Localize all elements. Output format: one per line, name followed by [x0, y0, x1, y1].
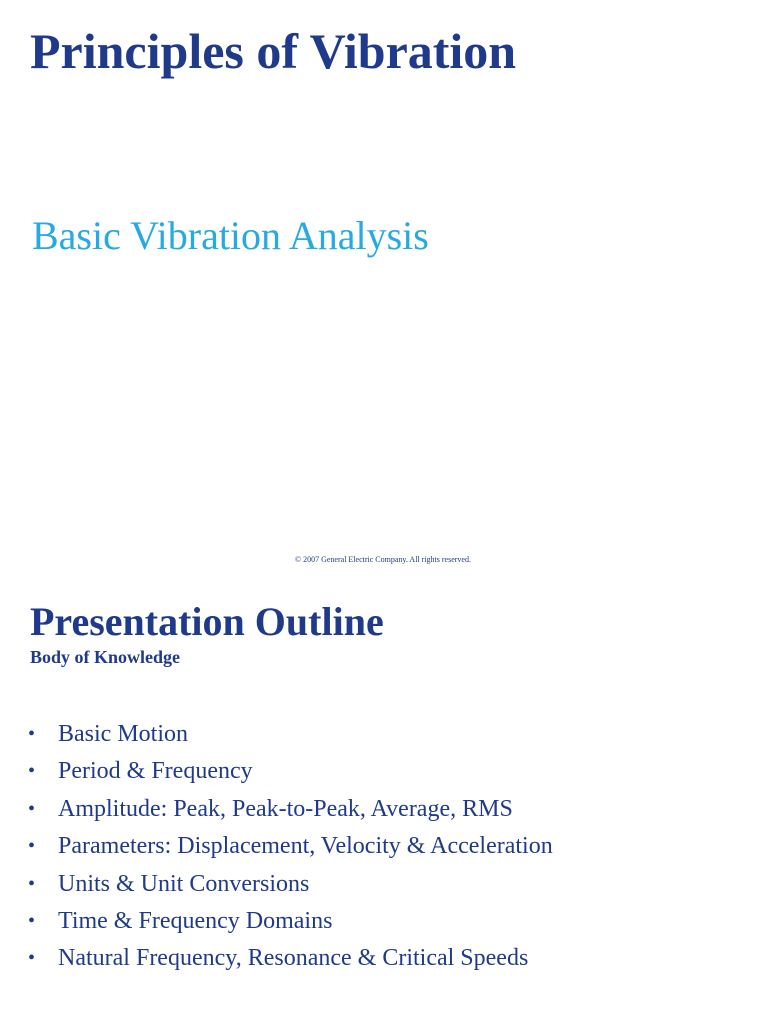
copyright-notice: © 2007 General Electric Company. All rights reserved. [295, 555, 471, 564]
slide-subtitle: Basic Vibration Analysis [32, 213, 429, 258]
slide-title: Principles of Vibration [30, 23, 517, 79]
outline-slide [0, 580, 768, 1024]
section-label: Body of Knowledge [30, 647, 181, 667]
bullet-icon: • [28, 947, 36, 970]
list-item-text: Amplitude: Peak, Peak-to-Peak, Average, RMS [58, 795, 513, 822]
bullet-icon: • [28, 909, 36, 932]
list-item-text: Natural Frequency, Resonance & Critical Speeds [58, 945, 529, 972]
outline-title: Presentation Outline [30, 599, 384, 644]
bullet-icon: • [28, 835, 36, 858]
bullet-icon: • [28, 760, 36, 783]
list-item-text: Period & Frequency [58, 758, 253, 785]
bullet-icon: • [28, 723, 36, 745]
list-item-text: Basic Motion [58, 721, 188, 747]
list-item-text: Parameters: Displacement, Velocity & Acceleration [58, 833, 553, 860]
bullet-icon: • [28, 797, 36, 820]
list-item-text: Units & Unit Conversions [58, 870, 310, 897]
bullet-icon: • [28, 872, 36, 895]
list-item-text: Time & Frequency Domains [58, 907, 333, 934]
